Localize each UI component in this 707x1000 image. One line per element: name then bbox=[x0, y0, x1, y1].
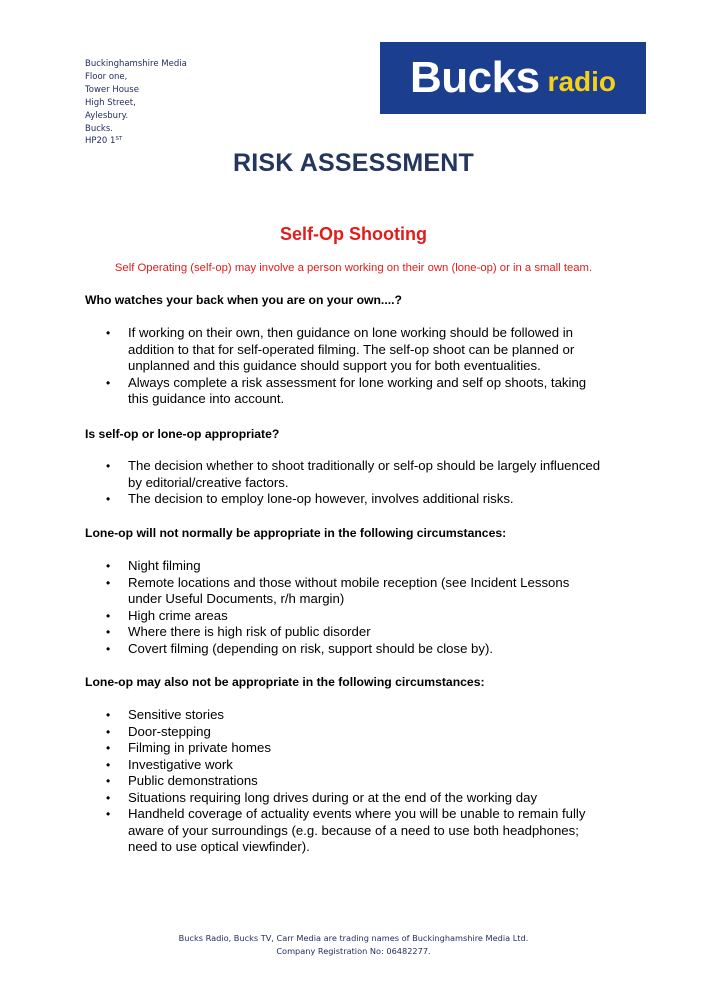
list-item: • Door-stepping bbox=[106, 724, 606, 741]
list-item: • Always complete a risk assessment for lone working and self op shoots, taking this guidance into account. bbox=[106, 375, 606, 408]
postcode-text: HP20 1 bbox=[85, 136, 116, 147]
list-item: • The decision whether to shoot traditionally or self-op should be largely influenced by editorial/creative factors. bbox=[106, 458, 606, 491]
section-heading-2: Is self-op or lone-op appropriate? bbox=[85, 427, 280, 441]
section-list-3 bbox=[106, 558, 606, 657]
address-line-5: Aylesbury. bbox=[85, 110, 129, 121]
list-item: • Where there is high risk of public disorder bbox=[106, 624, 606, 641]
section-list-2 bbox=[106, 458, 606, 508]
section-heading-1: Who watches your back when you are on your own....? bbox=[85, 293, 402, 307]
page-footer bbox=[0, 932, 707, 958]
page-title: RISK ASSESSMENT bbox=[232, 149, 474, 177]
address-line-2: Floor one, bbox=[85, 71, 128, 82]
section-heading-3: Lone-op will not normally be appropriate in the following circumstances: bbox=[85, 526, 507, 540]
logo-sub-text: radio bbox=[547, 66, 617, 97]
list-item: • The decision to employ lone-op however, involves additional risks. bbox=[106, 491, 606, 508]
section-heading-4: Lone-op may also not be appropriate in the following circumstances: bbox=[85, 675, 485, 689]
postcode-superscript: ST bbox=[115, 136, 123, 143]
address-postcode bbox=[85, 135, 187, 148]
address-line-6: Bucks. bbox=[85, 123, 113, 134]
section-list-1 bbox=[106, 325, 606, 408]
page-subtitle: Self-Op Shooting bbox=[280, 224, 427, 244]
address-line-1: Buckinghamshire Media bbox=[85, 59, 187, 69]
intro-text: Self Operating (self-op) may involve a person working on their own (lone-op) or in a small team. bbox=[114, 262, 593, 274]
footer-line-2: Company Registration No: 06482277. bbox=[276, 946, 431, 956]
list-item: • Situations requiring long drives during or at the end of the working day bbox=[106, 790, 606, 807]
list-item: • Remote locations and those without mobile reception (see Incident Lessons under Useful Documents, r/h margin) bbox=[106, 575, 606, 608]
list-item: • If working on their own, then guidance on lone working should be followed in addition to that for self-operated filming. The self-op shoot can be planned or unplanned and this guidance should support you for both eventualities. bbox=[106, 325, 606, 375]
list-item: • High crime areas bbox=[106, 608, 606, 625]
section-list-4 bbox=[106, 707, 606, 856]
company-address bbox=[85, 58, 187, 148]
list-item: • Handheld coverage of actuality events where you will be unable to remain fully aware of your surroundings (e.g. because of a need to use both headphones; need to use optical viewfinder). bbox=[106, 806, 606, 856]
address-line-3: Tower House bbox=[85, 84, 139, 95]
list-item: • Filming in private homes bbox=[106, 740, 606, 757]
list-item: • Sensitive stories bbox=[106, 707, 606, 724]
list-item: • Public demonstrations bbox=[106, 773, 606, 790]
address-line-4: High Street, bbox=[85, 97, 136, 108]
bucks-radio-logo bbox=[380, 42, 646, 114]
footer-line-1: Bucks Radio, Bucks TV, Carr Media are trading names of Buckinghamshire Media Ltd. bbox=[178, 933, 529, 943]
list-item: • Investigative work bbox=[106, 757, 606, 774]
list-item: • Covert filming (depending on risk, support should be close by). bbox=[106, 641, 606, 658]
logo-main-text: Bucks bbox=[409, 53, 540, 102]
list-item: • Night filming bbox=[106, 558, 606, 575]
